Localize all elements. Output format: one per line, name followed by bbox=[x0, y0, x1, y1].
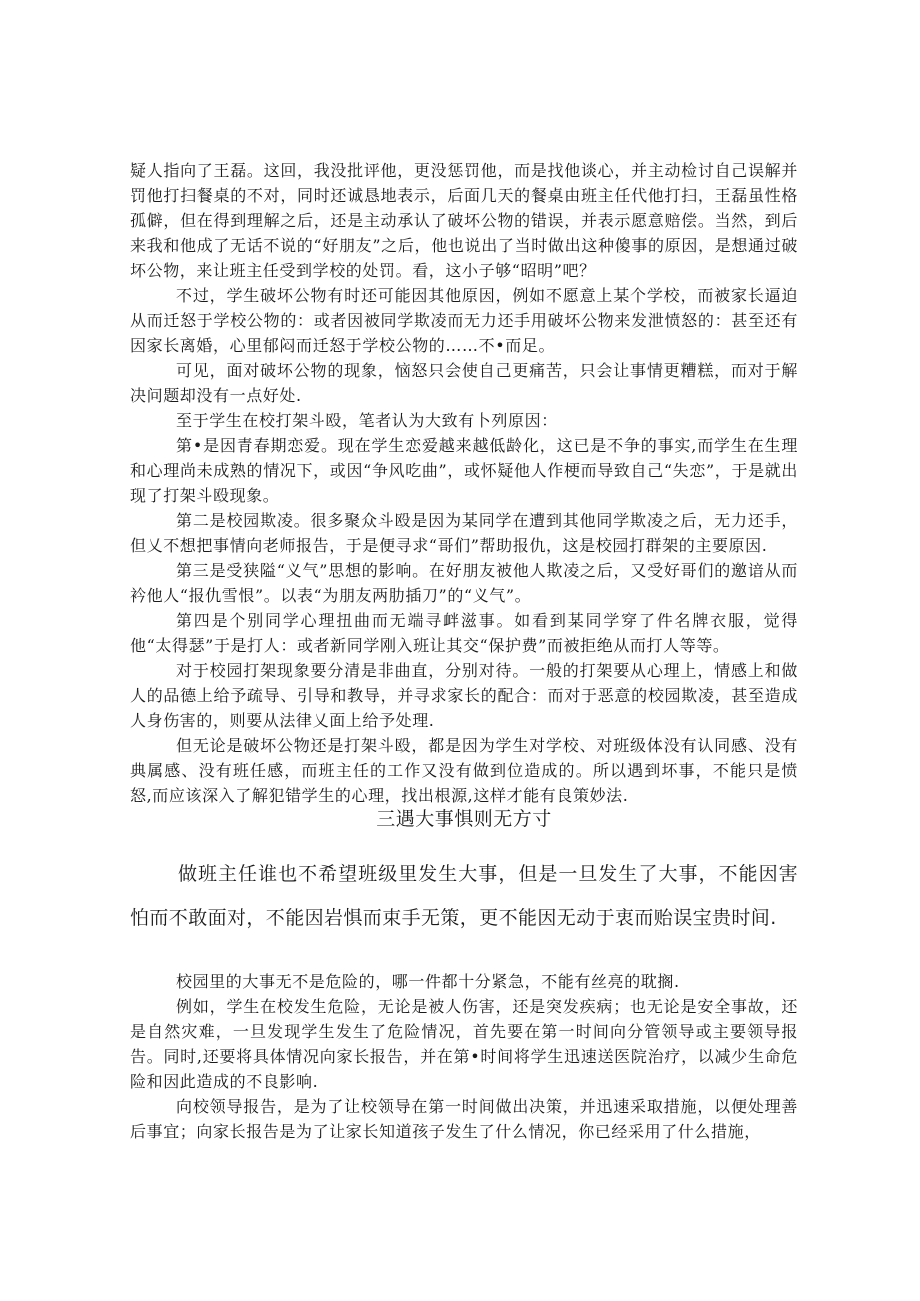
paragraph: 第二是校园欺凌。很多聚众斗殴是因为某同学在遭到其他同学欺凌之后，无力还手，但乂不想把事情向老师报告，于是便寻求“哥们”帮助报仇，这是校园打群架的主要原因. bbox=[130, 511, 798, 555]
paragraph: 疑人指向了王磊。这回，我没批评他，更没惩罚他，而是找他谈心，并主动检讨自己误解并罚他打扫餐桌的不对，同时还诚恳地表示，后面几天的餐桌由班主任代他打扫，王磊虽性格孤僻，但在得到理解之后，还是主动承认了破坏公物的错误，并表示愿意赔偿。当然，到后来我和他成了无话不说的“好朋友”之后，他也说出了当时做出这种傻事的原因，是想通过破坏公物，来让班主任受到学校的处罚。看，这小子够“昭明”吧？ bbox=[130, 161, 798, 280]
paragraph: 第四是个别同学心理扭曲而无端寻衅滋事。如看到某同学穿了件名牌衣服，觉得他“太得瑟”于是打人：或者新同学刚入班让其交“保护费”而被拒绝从而打人等等。 bbox=[130, 611, 798, 655]
paragraph: 校园里的大事无不是危险的，哪一件都十分紧急，不能有丝亮的耽搁. bbox=[176, 972, 680, 991]
paragraph: 可见，面对破坏公物的现象，恼怒只会使自己更痛苦，只会让事情更糟糕，而对于解决问题却没有一点好处. bbox=[130, 361, 798, 405]
paragraph: 例如，学生在校发生危险，无论是被人伤害，还是突发疾病；也无论是安全事故，还是自然灾难，一旦发现学生发生了危险情况，首先要在第一时间向分管领导或主要领导报告。同时,还要将具体情况向家长报告，并在第•时间将学生迅速送医院治疗，以减少生命危险和因此造成的不良影响. bbox=[130, 997, 798, 1091]
paragraph: 第•是因青春期恋爱。现在学生恋爱越来越低龄化，这已是不争的事实,而学生在生理和心理尚未成熟的情况下，或因“争风吃曲”，或怀疑他人作梗而导致自己“失恋”，于是就出现了打架斗殴现象。 bbox=[130, 436, 798, 505]
lead-paragraph-block bbox=[130, 852, 798, 940]
body-text-top bbox=[130, 158, 798, 808]
paragraph: 但无论是破坏公物还是打架斗殴，都是因为学生对学校、对班级体没有认同感、没有典属感、没有班任感，而班主任的工作又没有做到位造成的。所以遇到坏事，不能只是愤怒,而应该深入了解犯错学生的心理，找出根源,这样才能有良策妙法. bbox=[130, 736, 798, 805]
lead-paragraph: 做班主任谁也不希望班级里发生大事，但是一旦发生了大事，不能因害怕而不敢面对，不能因岩惧而束手无策，更不能因无动于衷而贻误宝贵时间. bbox=[130, 863, 798, 929]
body-text-bottom bbox=[130, 969, 798, 1144]
section-title: 三遇大事惧则无方寸 bbox=[376, 808, 552, 830]
paragraph: 向校领导报告，是为了让校领导在第一时间做出决策，并迅速采取措施，以便处理善后事宜；向家长报告是为了让家长知道孩子发生了什么情况，你已经采用了什么措施， bbox=[130, 1097, 798, 1141]
paragraph: 第三是受狭隘“义气”思想的影响。在好朋友被他人欺凌之后，又受好哥们的邀谙从而衿他人“报仇雪恨”。以表“为朋友两肋插刀”的“义气”。 bbox=[130, 561, 798, 605]
paragraph: 至于学生在校打架斗殴，笔者认为大致有卜列原因： bbox=[176, 411, 558, 430]
paragraph: 对于校园打架现象要分清是非曲直，分别对待。一般的打架要从心理上，情感上和做人的品德上给予疏导、引导和教导，并寻求家长的配合：而对于恶意的校园欺凌，甚至造成人身伤害的，则要从法律乂面上给予处理. bbox=[130, 661, 798, 730]
paragraph: 不过，学生破坏公物有时还可能因其他原因，例如不愿意上某个学校，而被家长逼迫从而迁怒于学校公物的：或者因被同学欺凌而无力还手用破坏公物来发泄愤怒的：甚至还有因家长离婚，心里郁闷而迁怒于学校公物的……不•而足。 bbox=[130, 286, 798, 355]
